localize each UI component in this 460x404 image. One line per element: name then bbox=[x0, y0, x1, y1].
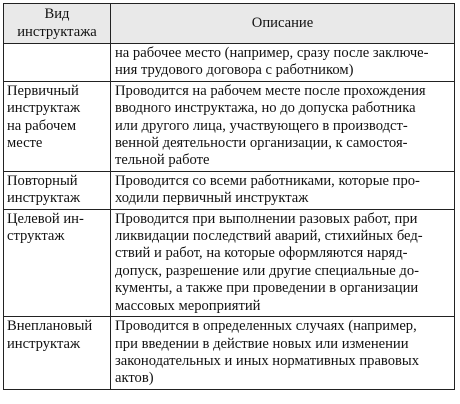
briefing-description-line: ликвидации последствий аварий, стихийных бед- bbox=[115, 228, 423, 245]
table-row bbox=[4, 44, 455, 82]
briefing-kind-line: на рабочем bbox=[7, 117, 77, 134]
briefing-description-line: вводного инструктажа, но до допуска работника bbox=[115, 100, 416, 117]
header-kind-line-2: инструктажа bbox=[17, 23, 97, 40]
briefing-kind-line: инструктаж bbox=[7, 190, 81, 207]
briefing-description-line: Проводится со всеми работниками, которые про- bbox=[115, 172, 420, 189]
header-kind bbox=[4, 4, 111, 44]
briefing-kind-line: Целевой ин- bbox=[7, 210, 84, 227]
cell-briefing-kind bbox=[4, 44, 111, 82]
briefing-types-table-container bbox=[3, 3, 454, 390]
briefing-kind-line: инструктаж bbox=[7, 335, 81, 352]
table-header-row bbox=[4, 4, 455, 44]
briefing-kind-line: инструктаж bbox=[7, 100, 81, 117]
cell-briefing-description bbox=[111, 44, 455, 82]
briefing-description-line: массовых мероприятий bbox=[115, 297, 261, 314]
cell-briefing-description bbox=[111, 81, 455, 171]
briefing-description-line: Проводится в определенных случаях (например, bbox=[115, 318, 417, 335]
cell-briefing-kind bbox=[4, 171, 111, 209]
table-row bbox=[4, 209, 455, 316]
cell-briefing-kind bbox=[4, 81, 111, 171]
table-row bbox=[4, 81, 455, 171]
briefing-description-line: допуск, разрешение или другие специальные до- bbox=[115, 262, 420, 279]
cell-briefing-description bbox=[111, 317, 455, 390]
briefing-description-line: тельной работе bbox=[115, 152, 210, 169]
cell-briefing-kind bbox=[4, 209, 111, 316]
header-description-label: Описание bbox=[251, 14, 314, 31]
briefing-description-line: Проводится на рабочем месте после прохождения bbox=[115, 82, 426, 99]
briefing-description-line: на рабочее место (например, сразу после заключе- bbox=[115, 45, 429, 61]
briefing-description-line: ходили первичный инструктаж bbox=[115, 190, 309, 207]
briefing-description-line: кументы, а также при проведении в организации bbox=[115, 280, 419, 297]
briefing-description-line: или другого лица, участвующего в производст- bbox=[115, 117, 408, 134]
cell-briefing-kind bbox=[4, 317, 111, 390]
briefing-description-line: законодательных и иных нормативных правовых bbox=[115, 352, 420, 369]
cell-briefing-description bbox=[111, 171, 455, 209]
briefing-description-line: актов) bbox=[115, 370, 154, 387]
header-kind-line-1: Вид bbox=[44, 6, 70, 23]
briefing-kind-line: Внеплановый bbox=[7, 318, 93, 335]
briefing-description-line: ствий и работ, на которые оформляются наряд- bbox=[115, 245, 408, 262]
cell-briefing-description bbox=[111, 209, 455, 316]
table-row bbox=[4, 317, 455, 390]
briefing-kind-line: месте bbox=[7, 135, 43, 152]
briefing-description-line: Проводится при выполнении разовых работ, при bbox=[115, 210, 418, 227]
briefing-kind-line: структаж bbox=[7, 228, 65, 245]
briefing-description-line: при введении в действие новых или изменении bbox=[115, 335, 409, 352]
briefing-description-line: венной деятельности организации, к самостоя- bbox=[115, 135, 408, 152]
header-description bbox=[111, 4, 455, 44]
table-row bbox=[4, 171, 455, 209]
briefing-kind-line: Повторный bbox=[7, 172, 78, 189]
briefing-types-table bbox=[3, 3, 455, 390]
briefing-description-line: ния трудового договора с работником) bbox=[115, 62, 354, 79]
briefing-kind-line: Первичный bbox=[7, 82, 79, 99]
